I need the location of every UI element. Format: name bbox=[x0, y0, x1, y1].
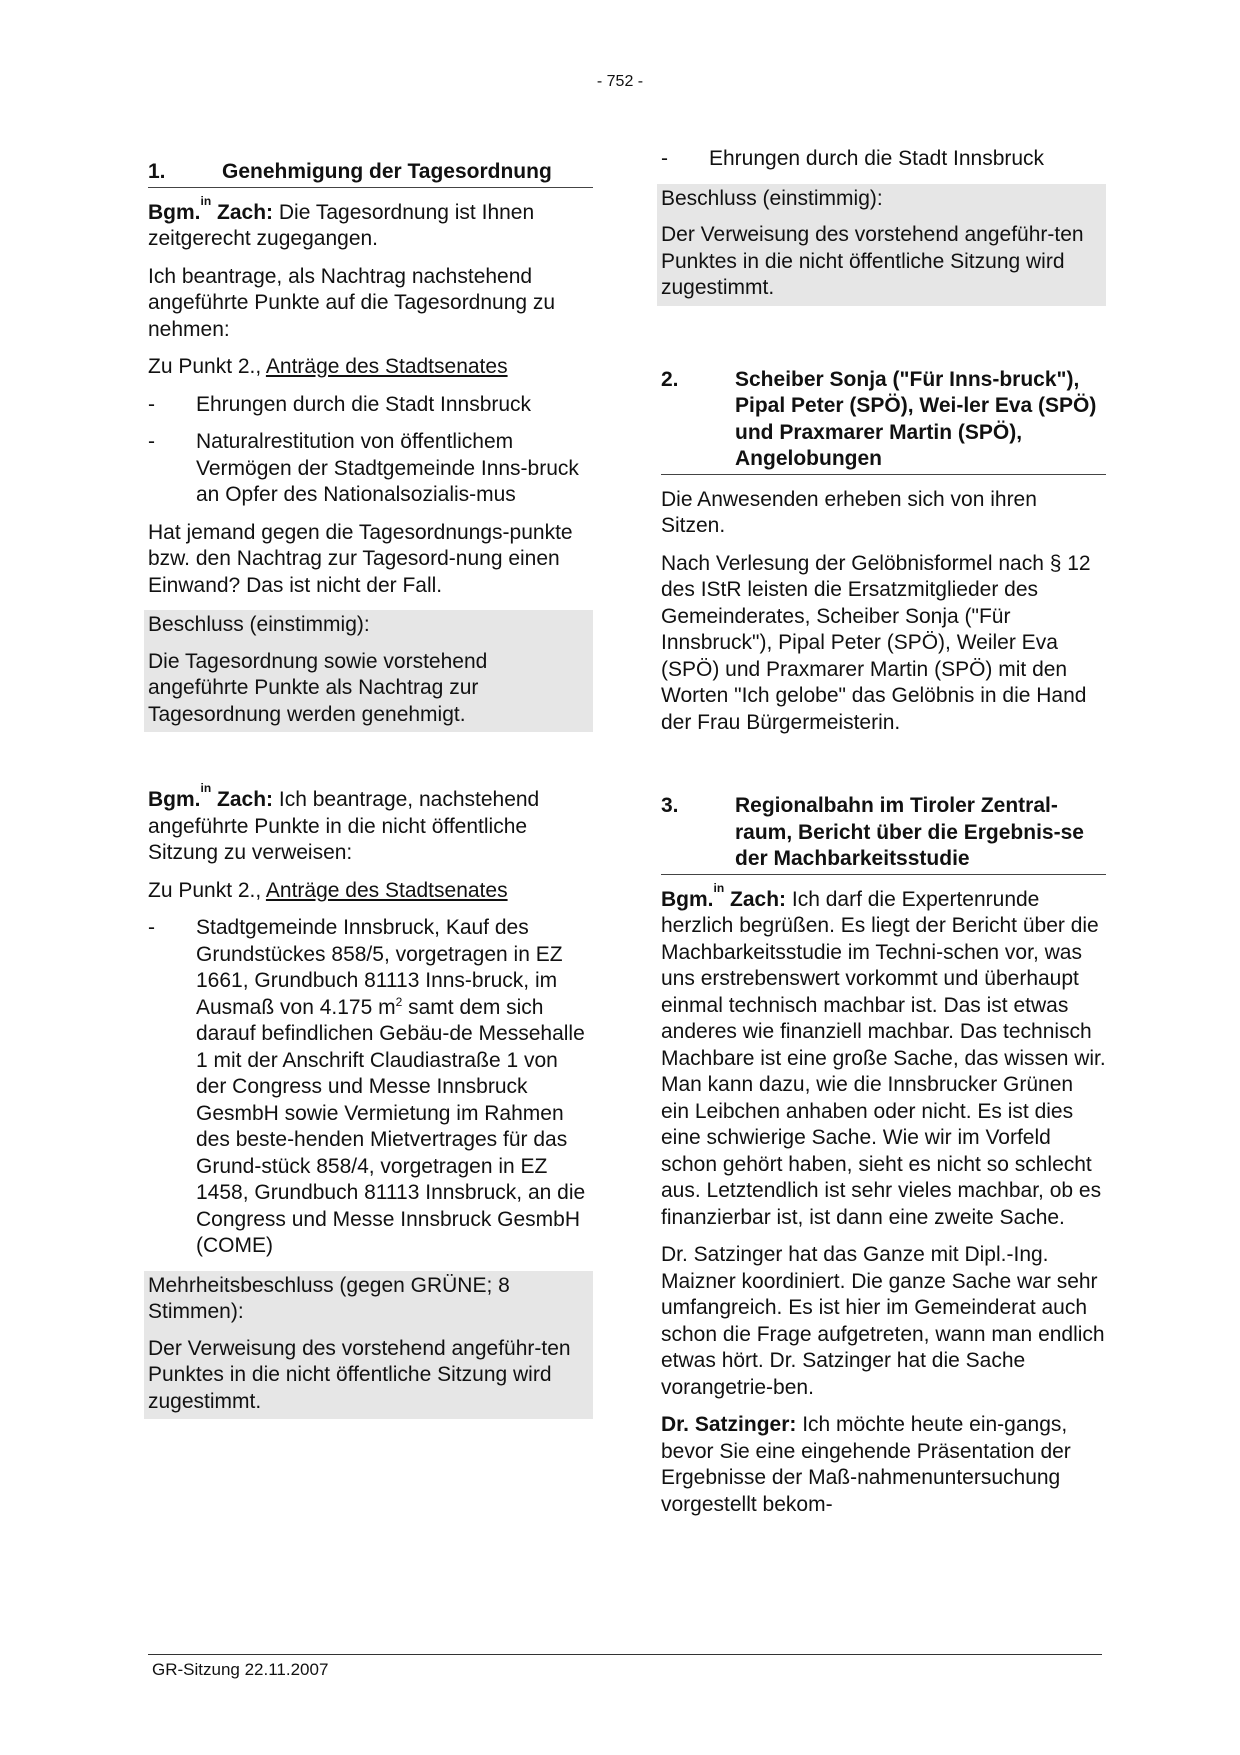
resolution-heading: Beschluss (einstimmig): bbox=[148, 613, 370, 636]
speaker-name: Dr. Satzinger: bbox=[661, 1413, 797, 1436]
paragraph bbox=[148, 781, 593, 867]
list-item-text: Naturalrestitution von öffentlichem Vermögen der Stadtgemeinde Inns-bruck an Opfer des Nationalsozialis-mus bbox=[196, 430, 579, 506]
speaker-superscript: in bbox=[200, 781, 212, 795]
section-3-heading bbox=[661, 793, 1106, 875]
section-number: 3. bbox=[661, 794, 679, 817]
speaker-label: Bgm. bbox=[148, 200, 201, 224]
list-item bbox=[148, 392, 593, 419]
superscript: 2 bbox=[395, 994, 403, 1009]
speaker-name: Zach: bbox=[217, 788, 274, 811]
list-dash: - bbox=[148, 392, 155, 416]
list-item-text bbox=[196, 915, 593, 1260]
speaker-superscript: in bbox=[713, 880, 725, 895]
right-column bbox=[661, 146, 1106, 1529]
agenda-reference bbox=[148, 354, 593, 381]
paragraph-text: Ich darf die Expertenrunde herzlich begrüßen. Es liegt der Bericht über die Machbarkeitsstudie im Techni-schen vor, was uns erstrebenswert vorkommt und überhaupt einmal technisch machbar ist. Das ist etwas anderes wie finanziell machbar. Das technisch Machbare ist eine große Sache, das wissen wir. Man kann dazu, wie die Innsbrucker Grünen ein Leibchen anhaben oder nicht. Es ist dies eine schwierige Sache. Wie wir im Vorfeld schon gehört haben, sieht es nicht so schlecht aus. Letztendlich ist sehr vieles machbar, ob es finanzierbar ist, ist dann eine zweite Sache. bbox=[661, 887, 1106, 1229]
paragraph: Hat jemand gegen die Tagesordnungs-punkte bzw. den Nachtrag zur Tagesord-nung einen Einwand? Das ist nicht der Fall. bbox=[148, 520, 573, 597]
list-dash: - bbox=[661, 147, 668, 170]
paragraph-text: Ich möchte heute ein-gangs, bevor Sie eine eingehende Präsentation der Ergebnisse der Maß-nahmenuntersuchung vorgestellt bekom- bbox=[661, 1413, 1071, 1516]
list-item-text-part: samt dem sich darauf befindlichen Gebäu-de Messehalle 1 mit der Anschrift Claudiastraße 1 von der Congress und Messe Innsbruck GesmbH sowie Vermietung im Rahmen des beste-henden Mietvertrages für das Grund-stück 858/4, vorgetragen in EZ 1458, Grundbuch 81113 Innsbruck, an die Congress und Messe Innsbruck GesmbH (COME) bbox=[196, 995, 586, 1257]
paragraph bbox=[661, 1412, 1106, 1518]
speaker-label: Bgm. bbox=[148, 788, 201, 811]
agenda-link-text: Anträge des Stadtsenates bbox=[265, 355, 508, 378]
speaker-name: Zach: bbox=[217, 200, 274, 224]
list-item bbox=[148, 429, 593, 509]
agenda-prefix: Zu Punkt 2., bbox=[148, 355, 266, 378]
paragraph bbox=[148, 193, 593, 253]
resolution-text: Der Verweisung des vorstehend angeführ-ten Punktes in die nicht öffentliche Sitzung wird zugestimmt. bbox=[661, 223, 1084, 299]
paragraph-text: Ich beantrage, nachstehend angeführte Punkte in die nicht öffentliche Sitzung zu verweisen: bbox=[148, 788, 540, 864]
resolution-box bbox=[657, 184, 1106, 306]
list-item bbox=[661, 146, 1106, 173]
paragraph bbox=[661, 880, 1106, 1232]
section-title: Scheiber Sonja ("Für Inns-bruck"), Pipal Peter (SPÖ), Wei-ler Eva (SPÖ) und Praxmarer Martin (SPÖ), Angelobungen bbox=[735, 367, 1097, 470]
paragraph: Nach Verlesung der Gelöbnisformel nach § 12 des IStR leisten die Ersatzmitglieder des Gemeinderates, Scheiber Sonja ("Für Innsbruck"), Pipal Peter (SPÖ), Weiler Eva (SPÖ) und Praxmarer Martin (SPÖ) mit den Worten "Ich gelobe" das Gelöbnis in die Hand der Frau Bürgermeisterin. bbox=[661, 551, 1091, 734]
speaker-name: Zach: bbox=[730, 887, 787, 911]
list-dash: - bbox=[148, 916, 155, 939]
agenda-reference bbox=[148, 878, 593, 905]
list-item-text: Ehrungen durch die Stadt Innsbruck bbox=[196, 392, 532, 416]
resolution-heading: Beschluss (einstimmig): bbox=[661, 186, 883, 210]
list-dash: - bbox=[148, 430, 155, 453]
left-column bbox=[148, 159, 593, 1430]
resolution-text: Der Verweisung des vorstehend angeführ-ten Punktes in die nicht öffentliche Sitzung wird zugestimmt. bbox=[148, 1336, 571, 1413]
paragraph-text: Die Tagesordnung ist Ihnen zeitgerecht zugegangen. bbox=[148, 200, 535, 250]
list-item-text-part: Stadtgemeinde Innsbruck, Kauf des Grundstückes 858/5, vorgetragen in EZ 1661, Grundbuch 81113 Inns-bruck, im Ausmaß von 4.175 m bbox=[196, 916, 563, 1019]
paragraph: Die Anwesenden erheben sich von ihren Sitzen. bbox=[661, 487, 1037, 537]
section-number: 2. bbox=[661, 367, 679, 391]
agenda-prefix: Zu Punkt 2., bbox=[148, 878, 266, 902]
resolution-heading: Mehrheitsbeschluss (gegen GRÜNE; 8 Stimmen): bbox=[148, 1273, 510, 1323]
agenda-link-text: Anträge des Stadtsenates bbox=[265, 878, 508, 902]
resolution-box bbox=[144, 1271, 593, 1420]
section-number: 1. bbox=[148, 160, 166, 183]
paragraph: Ich beantrage, als Nachtrag nachstehend angeführte Punkte auf die Tagesordnung zu nehmen: bbox=[148, 264, 556, 341]
section-title: Genehmigung der Tagesordnung bbox=[222, 160, 552, 183]
paragraph: Dr. Satzinger hat das Ganze mit Dipl.-Ing. Maizner koordiniert. Die ganze Sache war sehr umfangreich. Es ist hier im Gemeinderat auch schon die Frage aufgetreten, wann man endlich etwas hört. Dr. Satzinger hat die Sache vorangetrie-ben. bbox=[661, 1243, 1105, 1399]
section-1-heading bbox=[148, 159, 593, 188]
footer-text: GR-Sitzung 22.11.2007 bbox=[152, 1660, 329, 1679]
speaker-label: Bgm. bbox=[661, 887, 714, 911]
list-item bbox=[148, 915, 593, 1260]
section-title: Regionalbahn im Tiroler Zentral-raum, Bericht über die Ergebnis-se der Machbarkeitsstudie bbox=[735, 794, 1084, 870]
page-number: - 752 - bbox=[596, 73, 644, 90]
list-item-text: Ehrungen durch die Stadt Innsbruck bbox=[709, 147, 1045, 170]
section-2-heading bbox=[661, 367, 1106, 475]
resolution-text: Die Tagesordnung sowie vorstehend angeführte Punkte als Nachtrag zur Tagesordnung werden genehmigt. bbox=[148, 649, 488, 726]
resolution-box bbox=[144, 610, 593, 732]
footer-divider bbox=[148, 1654, 1102, 1655]
speaker-superscript: in bbox=[200, 193, 212, 208]
